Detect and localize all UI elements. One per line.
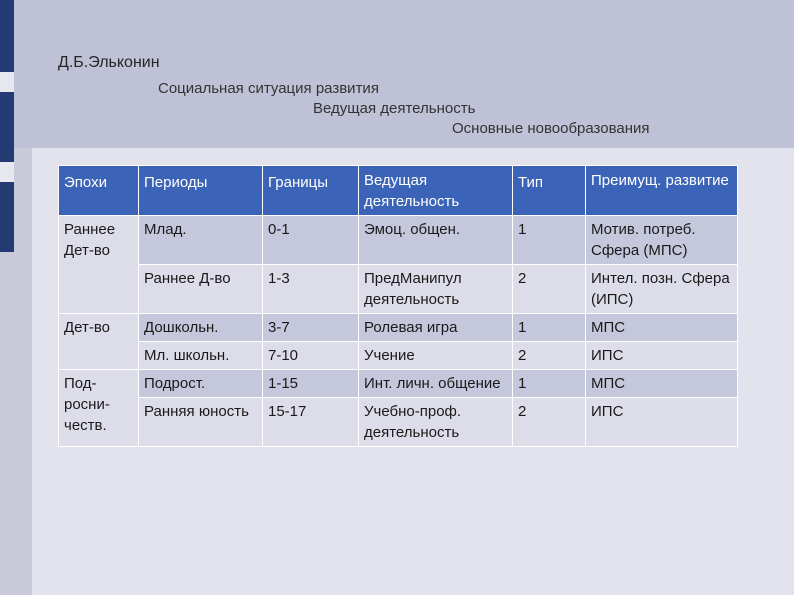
table-row [59,342,738,370]
activity-cell: Инт. личн. общение [359,370,513,398]
column-header-development: Преимущ. развитие [586,166,738,216]
accent-bar [0,0,14,72]
bounds-cell: 7-10 [263,342,359,370]
periodization-table [58,165,738,447]
accent-bar [0,92,14,162]
accent-gap [0,72,14,92]
column-header-activity: Ведущая деятельность [359,166,513,216]
type-cell: 1 [513,370,586,398]
left-accent-strip [0,0,14,595]
activity-cell: Ролевая игра [359,314,513,342]
development-cell: Мотив. потреб. Сфера (МПС) [586,216,738,265]
table-row [59,216,738,265]
subtitle-line-1: Социальная ситуация развития [158,80,379,97]
activity-cell: Учение [359,342,513,370]
accent-gap [0,162,14,182]
author-title: Д.Б.Эльконин [58,54,160,71]
period-cell: Дошкольн. [139,314,263,342]
type-cell: 2 [513,342,586,370]
period-cell: Млад. [139,216,263,265]
column-header-type: Тип [513,166,586,216]
top-band [0,0,794,148]
column-header-periods: Периоды [139,166,263,216]
type-cell: 2 [513,265,586,314]
column-header-epochs: Эпохи [59,166,139,216]
subtitle-line-3: Основные новообразования [452,120,650,137]
type-cell: 1 [513,314,586,342]
table-row [59,370,738,398]
activity-cell: Эмоц. общен. [359,216,513,265]
activity-cell: Учебно-проф. деятельность [359,398,513,447]
type-cell: 2 [513,398,586,447]
period-cell: Подрост. [139,370,263,398]
epoch-cell: Дет-во [59,314,139,370]
bounds-cell: 15-17 [263,398,359,447]
development-cell: ИПС [586,342,738,370]
table-row [59,314,738,342]
development-cell: МПС [586,370,738,398]
bounds-cell: 1-3 [263,265,359,314]
epoch-cell: Под-росни-честв. [59,370,139,447]
accent-bar [0,182,14,252]
table-row [59,265,738,314]
bounds-cell: 0-1 [263,216,359,265]
development-cell: Интел. позн. Сфера (ИПС) [586,265,738,314]
development-cell: ИПС [586,398,738,447]
table-header-row [59,166,738,216]
period-cell: Ранняя юность [139,398,263,447]
bounds-cell: 1-15 [263,370,359,398]
bounds-cell: 3-7 [263,314,359,342]
period-cell: Раннее Д-во [139,265,263,314]
type-cell: 1 [513,216,586,265]
table-row [59,398,738,447]
period-cell: Мл. школьн. [139,342,263,370]
activity-cell: ПредМанипул деятельность [359,265,513,314]
subtitle-line-2: Ведущая деятельность [313,100,476,117]
column-header-bounds: Границы [263,166,359,216]
epoch-cell: Раннее Дет-во [59,216,139,314]
development-cell: МПС [586,314,738,342]
